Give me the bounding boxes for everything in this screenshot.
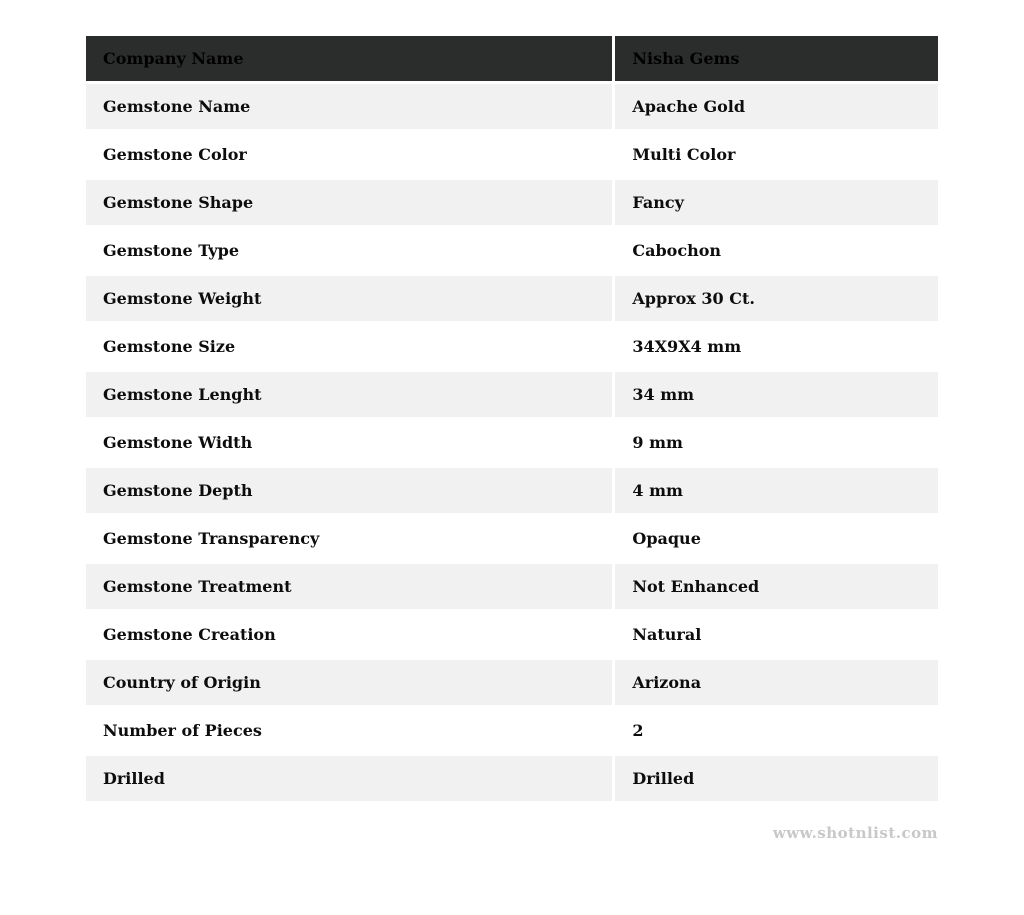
table-row: [86, 84, 938, 129]
spec-value: Fancy: [615, 180, 938, 225]
table-row: [86, 276, 938, 321]
spec-value: Approx 30 Ct.: [615, 276, 938, 321]
spec-label: Gemstone Transparency: [86, 516, 612, 561]
spec-label: Gemstone Type: [86, 228, 612, 273]
table-row: [86, 324, 938, 369]
spec-value: 9 mm: [615, 420, 938, 465]
spec-value: Natural: [615, 612, 938, 657]
spec-value: Multi Color: [615, 132, 938, 177]
spec-label: Number of Pieces: [86, 708, 612, 753]
header-cell-company-name: Company Name: [86, 36, 612, 81]
spec-label: Gemstone Size: [86, 324, 612, 369]
gemstone-spec-table: [83, 33, 941, 804]
spec-label: Gemstone Lenght: [86, 372, 612, 417]
spec-value: 4 mm: [615, 468, 938, 513]
table-row: [86, 564, 938, 609]
spec-label: Gemstone Creation: [86, 612, 612, 657]
table-row: [86, 468, 938, 513]
spec-label: Gemstone Treatment: [86, 564, 612, 609]
spec-label: Country of Origin: [86, 660, 612, 705]
spec-value: Arizona: [615, 660, 938, 705]
spec-label: Drilled: [86, 756, 612, 801]
spec-label: Gemstone Width: [86, 420, 612, 465]
spec-label: Gemstone Color: [86, 132, 612, 177]
spec-value: Apache Gold: [615, 84, 938, 129]
spec-label: Gemstone Depth: [86, 468, 612, 513]
table-row: [86, 372, 938, 417]
table-row: [86, 612, 938, 657]
spec-value: Cabochon: [615, 228, 938, 273]
table-row: [86, 132, 938, 177]
spec-value: Opaque: [615, 516, 938, 561]
spec-label: Gemstone Weight: [86, 276, 612, 321]
header-cell-company-value: Nisha Gems: [615, 36, 938, 81]
watermark-text: www.shotnlist.com: [772, 824, 938, 842]
spec-table-container: [83, 33, 941, 804]
spec-value: 34 mm: [615, 372, 938, 417]
spec-label: Gemstone Name: [86, 84, 612, 129]
table-row: [86, 420, 938, 465]
table-row: [86, 660, 938, 705]
spec-value: 34X9X4 mm: [615, 324, 938, 369]
spec-value: Drilled: [615, 756, 938, 801]
spec-label: Gemstone Shape: [86, 180, 612, 225]
table-row: [86, 516, 938, 561]
table-row: [86, 756, 938, 801]
spec-table-body: [86, 84, 938, 801]
table-row: [86, 228, 938, 273]
table-header-row: [86, 36, 938, 81]
table-row: [86, 708, 938, 753]
spec-value: Not Enhanced: [615, 564, 938, 609]
spec-value: 2: [615, 708, 938, 753]
table-row: [86, 180, 938, 225]
